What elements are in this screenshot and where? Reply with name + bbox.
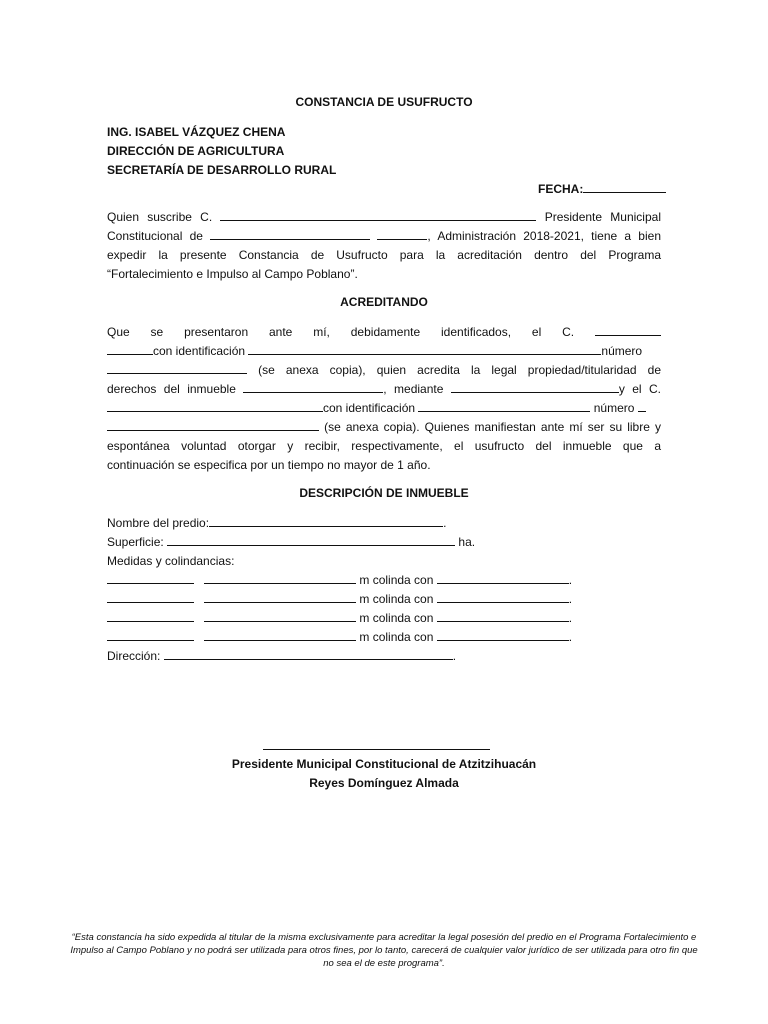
colindancia-row: m colinda con . xyxy=(107,629,572,645)
blank-field xyxy=(107,343,153,355)
fecha-label: FECHA: xyxy=(538,182,584,196)
colinda-text: m colinda con xyxy=(359,592,434,606)
intro-line-1 xyxy=(107,209,661,225)
blank-field xyxy=(437,572,569,584)
intro-text: Presidente Municipal xyxy=(544,210,661,224)
acred-text: y el C. xyxy=(618,382,661,396)
blank-field xyxy=(437,629,569,641)
signature-title: Presidente Municipal Constitucional de Atzitzihuacán xyxy=(231,757,537,771)
colinda-text: m colinda con xyxy=(359,573,434,587)
acred-text: número xyxy=(593,401,635,415)
acred-line-3 xyxy=(107,362,661,378)
acred-line-8: continuación se especifica por un tiempo no mayor de 1 año. xyxy=(107,458,431,472)
blank-field xyxy=(437,591,569,603)
intro-text: , Administración 2018-2021, tiene a bien xyxy=(427,229,661,243)
medidas-label: Medidas y colindancias: xyxy=(107,554,235,568)
blank-field xyxy=(107,610,194,622)
blank-field xyxy=(204,629,356,641)
acreditando-title: ACREDITANDO xyxy=(340,295,428,309)
descripcion-title: DESCRIPCIÓN DE INMUEBLE xyxy=(299,486,469,500)
direccion-label: Dirección: xyxy=(107,649,161,663)
intro-text: Quien suscribe C. xyxy=(107,210,213,224)
acred-text: con identificación xyxy=(153,344,246,358)
document-title: CONSTANCIA DE USUFRUCTO xyxy=(295,95,473,109)
blank-field xyxy=(220,209,536,221)
acred-text: número xyxy=(601,344,643,358)
acred-text: (se anexa copia). Quienes manifiestan ante mí ser su libre y xyxy=(324,420,661,434)
superficie-row xyxy=(107,534,475,550)
blank-field xyxy=(107,400,323,412)
blank-field xyxy=(204,591,356,603)
blank-field xyxy=(167,534,455,546)
colindancia-row: m colinda con . xyxy=(107,610,572,626)
acred-text: Que se presentaron ante mí, debidamente identificados, el C. xyxy=(107,325,575,339)
blank-field xyxy=(107,572,194,584)
blank-field xyxy=(204,572,356,584)
blank-field xyxy=(164,648,453,660)
acred-line-6 xyxy=(107,419,661,435)
blank-field xyxy=(107,629,194,641)
nombre-predio-row: Nombre del predio: . xyxy=(107,516,447,530)
colinda-text: m colinda con xyxy=(359,630,434,644)
acred-line-2 xyxy=(107,343,661,359)
colindancia-row: m colinda con . xyxy=(107,591,572,607)
fecha-blank xyxy=(583,181,666,193)
blank-field xyxy=(377,228,427,240)
acred-line-1 xyxy=(107,324,661,340)
nombre-predio-label: Nombre del predio: xyxy=(107,516,210,530)
intro-line-3: expedir la presente Constancia de Usufructo para la acreditación dentro del Programa xyxy=(107,248,661,262)
intro-line-2 xyxy=(107,228,661,244)
blank-field xyxy=(243,381,383,393)
acred-line-7: espontánea voluntad otorgar y recibir, respectivamente, el usufructo del inmueble que a xyxy=(107,439,661,453)
signature-name: Reyes Domínguez Almada xyxy=(309,776,459,790)
blank-field xyxy=(248,343,601,355)
blank-field xyxy=(107,591,194,603)
intro-text: Constitucional de xyxy=(107,229,203,243)
superficie-unit: ha. xyxy=(458,535,476,549)
intro-line-4: “Fortalecimiento e Impulso al Campo Poblano”. xyxy=(107,267,358,281)
blank-field xyxy=(204,610,356,622)
signature-line xyxy=(263,749,490,750)
acred-text: (se anexa copia), quien acredita la legal propiedad/titularidad de xyxy=(258,363,661,377)
blank-field xyxy=(418,400,590,412)
acred-line-4 xyxy=(107,381,661,397)
header-line-2: DIRECCIÓN DE AGRICULTURA xyxy=(107,144,285,158)
acred-text: derechos del inmueble xyxy=(107,382,236,396)
direccion-row: Dirección: . xyxy=(107,649,457,663)
blank-field xyxy=(595,324,661,336)
blank-field xyxy=(638,400,646,412)
blank-field xyxy=(107,419,319,431)
blank-field xyxy=(107,362,247,374)
acred-line-5 xyxy=(107,400,661,416)
acred-text: con identificación xyxy=(323,401,416,415)
blank-field xyxy=(437,610,569,622)
blank-field xyxy=(209,515,443,527)
blank-field xyxy=(451,381,619,393)
fecha-field xyxy=(538,181,666,197)
footer-note: “Esta constancia ha sido expedida al titular de la misma exclusivamente para acreditar la legal posesión del predio en el Programa Fortalecimiento e Impulso al Campo Poblano y no podrá ser utilizada para otros fines, por lo tanto, carecerá de cualquier valor jurídico de ser utilizada para otro fin que no sea el de este programa”. xyxy=(70,932,698,969)
superficie-label: Superficie: xyxy=(107,535,164,549)
header-line-1: ING. ISABEL VÁZQUEZ CHENA xyxy=(107,125,286,139)
header-line-3: SECRETARÍA DE DESARROLLO RURAL xyxy=(107,163,337,177)
acred-text: , mediante xyxy=(383,382,444,396)
blank-field xyxy=(210,228,370,240)
colinda-text: m colinda con xyxy=(359,611,434,625)
colindancia-row: m colinda con . xyxy=(107,572,572,588)
